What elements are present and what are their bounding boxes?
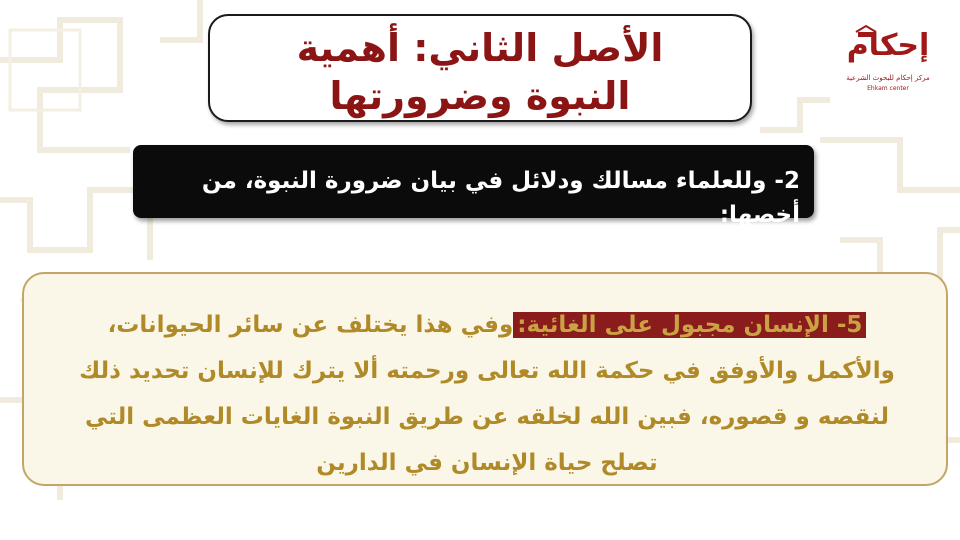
point-paragraph [64,302,910,486]
intro-banner [133,145,814,228]
content-card [22,272,948,486]
slide-title: الأصل الثاني: أهمية النبوة وضرورتها [296,26,664,118]
point-body: وفي هذا يختلف عن سائر الحيوانات، والأكمل والأوفق في حكمة الله تعالى ورحمته ألا يترك للإنسان تحديد ذلك لنقصه و قصوره، فبين الله لخلقه عن طريق النبوة الغايات العظمى التي تصلح حياة الإنسان في الدارين [79,312,895,476]
point-heading-highlight: 5- الإنسان مجبول على الغائية: [513,312,866,338]
ehkam-logo [846,22,930,98]
logo-subtitle-latin: Ehkam center [867,85,909,92]
title-card [208,14,752,122]
logo-wordmark: إحكام [846,28,930,63]
intro-text: 2- وللعلماء مسالك ودلائل في بيان ضرورة النبوة، من أخصها: [201,168,800,228]
logo-subtitle: مركز إحكام للبحوث الشرعية [846,74,930,82]
